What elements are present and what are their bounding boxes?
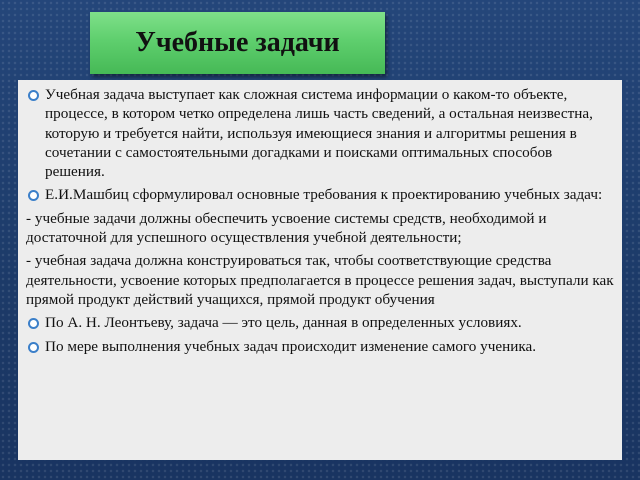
bullet-item-mashbits <box>26 185 614 204</box>
requirement-text: - учебная задача должна конструироваться так, чтобы соответствующие средства деятельности, усвоение которых предполагается в процессе решения задач, выступали как прямой продукт действий учащихся, прямой продукт обучения <box>26 252 614 308</box>
bullet-item-leontiev <box>26 313 614 332</box>
bullet-item-definition <box>26 85 614 181</box>
bullet-text: Е.И.Машбиц сформулировал основные требования к проектированию учебных задач: <box>45 186 603 204</box>
bullet-text: По А. Н. Леонтьеву, задача — это цель, данная в определенных условиях. <box>45 314 522 332</box>
requirement-text: - учебные задачи должны обеспечить усвоение системы средств, необходимой и достаточной для успешного осуществления учебной деятельности; <box>26 209 547 247</box>
slide-title: Учебные задачи <box>135 27 340 58</box>
requirement-item-2 <box>26 251 614 309</box>
bullet-text: Учебная задача выступает как сложная система информации о каком-то объекте, процессе, в котором четко определена лишь часть сведений, а остальная неизвестна, которую и требуется найти, используя имеющиеся знания и алгоритмы решения в сочетании с самостоятельными догадками и поисками оптимальных способов решения. <box>45 86 593 181</box>
bullet-item-student-change <box>26 337 614 356</box>
bullet-text: По мере выполнения учебных задач происходит изменение самого ученика. <box>45 337 537 355</box>
requirement-item-1 <box>26 209 614 248</box>
slide-title-box <box>90 12 385 74</box>
slide-content <box>18 80 622 460</box>
